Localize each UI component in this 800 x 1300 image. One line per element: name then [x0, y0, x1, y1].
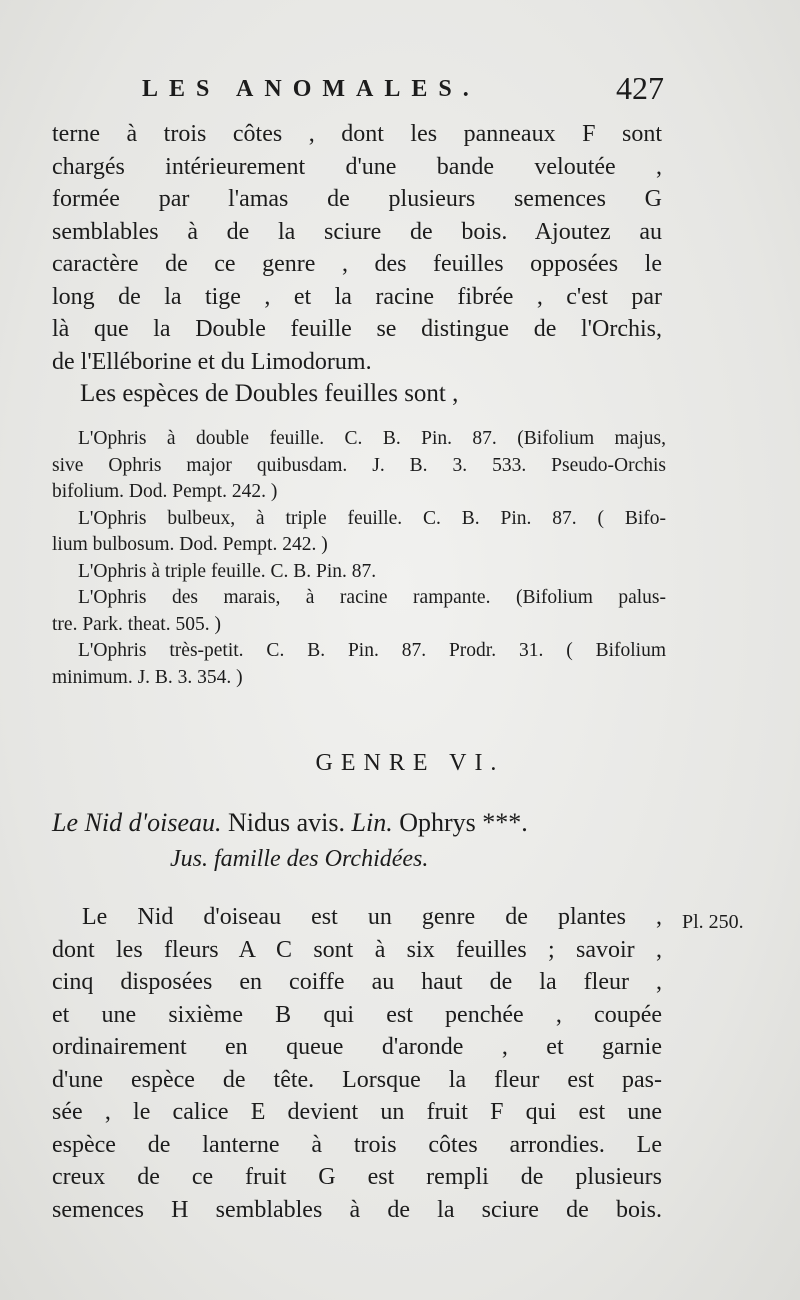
species-list	[52, 426, 666, 691]
genus-name-latin: Nidus avis.	[221, 808, 352, 837]
text-line: sée , le calice E devient un fruit F qui est une	[52, 1099, 662, 1125]
page-header	[112, 70, 672, 110]
text-line: espèce de lanterne à trois côtes arrondies. Le	[52, 1131, 662, 1158]
genus-name-line	[52, 808, 666, 838]
page-number: 427	[616, 70, 664, 106]
text-line: de l'Elléborine et du Limodorum.	[52, 348, 372, 375]
text-line: long de la tige , et la racine fibrée , c'est par	[52, 283, 662, 310]
linnaeus-abbrev: Lin.	[351, 808, 393, 837]
text-line: ordinairement en queue d'aronde , et garnie	[52, 1034, 662, 1060]
paragraph-genus-description	[52, 118, 662, 378]
text-line: et une sixième B qui est penchée , coupée	[52, 1001, 662, 1028]
text-line: semences H semblables à de la sciure de bois.	[52, 1196, 662, 1223]
text-line: terne à trois côtes , dont les panneaux F sont	[52, 121, 662, 147]
genre-title: GENRE VI.	[315, 750, 505, 776]
running-title: LES ANOMALES.	[142, 76, 480, 102]
genus-family-line: Jus. famille des Orchidées.	[170, 846, 429, 872]
genus-name-fr: Le Nid d'oiseau.	[52, 808, 222, 837]
species-entry: lium bulbosum. Dod. Pempt. 242. )	[52, 534, 328, 555]
genus-ophrys: Ophrys ***.	[392, 808, 528, 837]
text-line: semblables à de la sciure de bois. Ajoutez au	[52, 218, 662, 245]
species-heading: Les espèces de Doubles feuilles sont ,	[80, 380, 459, 407]
text-line: d'une espèce de tête. Lorsque la fleur est pas-	[52, 1066, 662, 1093]
species-entry: L'Ophris très-petit. C. B. Pin. 87. Prodr. 31. ( Bifolium	[78, 640, 666, 661]
text-line: dont les fleurs A C sont à six feuilles ; savoir ,	[52, 936, 662, 963]
text-line: caractère de ce genre , des feuilles opposées le	[52, 251, 662, 277]
text-line: cinq disposées en coiffe au haut de la fleur ,	[52, 969, 662, 995]
species-entry: sive Ophris major quibusdam. J. B. 3. 533. Pseudo-Orchis	[52, 454, 666, 476]
species-entry: L'Ophris bulbeux, à triple feuille. C. B. Pin. 87. ( Bifo-	[78, 507, 666, 529]
species-entry: tre. Park. theat. 505. )	[52, 613, 221, 635]
plate-reference: Pl. 250.	[682, 911, 744, 933]
text-line: creux de ce fruit G est rempli de plusieurs	[52, 1164, 662, 1190]
text-line: formée par l'amas de plusieurs semences G	[52, 186, 662, 212]
text-line: chargés intérieurement d'une bande veloutée ,	[52, 153, 662, 180]
paragraph-nid-oiseau	[52, 901, 662, 1226]
species-entry: L'Ophris à triple feuille. C. B. Pin. 87.	[78, 560, 377, 582]
species-entry: L'Ophris à double feuille. C. B. Pin. 87. (Bifolium majus,	[78, 428, 666, 449]
text-line: Le Nid d'oiseau est un genre de plantes ,	[82, 904, 662, 930]
species-entry: bifolium. Dod. Pempt. 242. )	[52, 481, 278, 502]
text-line: là que la Double feuille se distingue de l'Orchis,	[52, 316, 662, 342]
species-entry: minimum. J. B. 3. 354. )	[52, 666, 243, 688]
species-entry: L'Ophris des marais, à racine rampante. (Bifolium palus-	[78, 587, 666, 608]
